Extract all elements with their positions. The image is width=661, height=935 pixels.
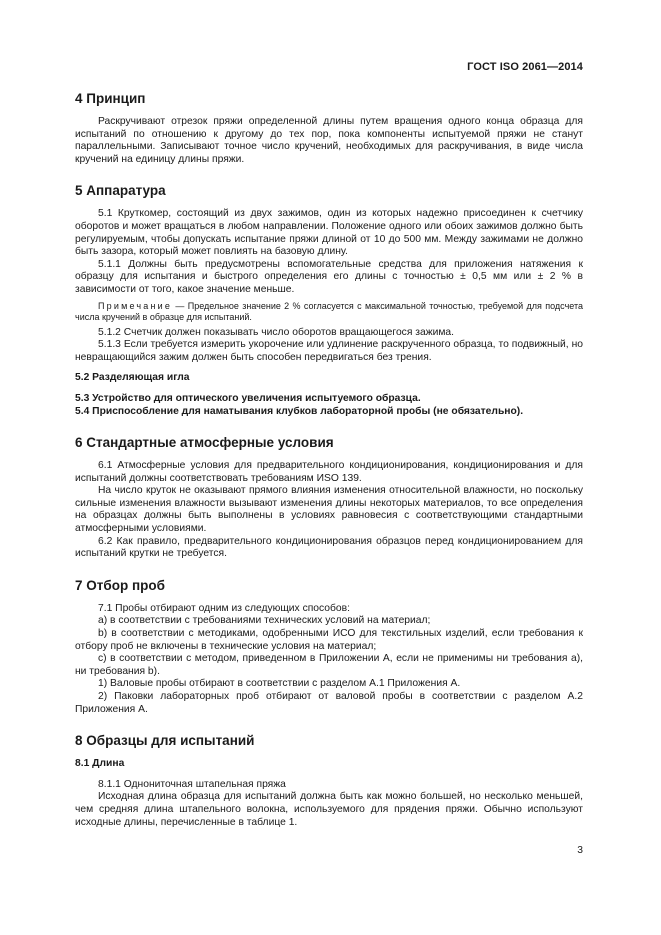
list-item: а) в соответствии с требованиями технических условий на материал; [98, 615, 431, 627]
paragraph: 7.1 Пробы отбирают одним из следующих способов: [98, 602, 350, 614]
note-text: — Предельное значение 2 % согласуется с максимальной точностью, требуемой для подсчета числа кручений в образце для испытаний. [75, 300, 583, 322]
list-item: 2) Паковки лабораторных проб отбирают от валовой пробы в соответствии с разделом А.2 Приложения А. [75, 691, 583, 715]
document-header: ГОСТ ISO 2061—2014 [467, 61, 583, 73]
subsection-title: 5.4 Приспособление для наматывания клубков лабораторной пробы (не обязательно). [75, 405, 524, 417]
page-number: 3 [577, 845, 583, 856]
list-item: с) в соответствии с методом, приведенном в Приложении А, если не применимы ни требования а), ни требования b). [75, 653, 583, 677]
section-sampling [75, 577, 583, 716]
paragraph: Исходная длина образца для испытаний должна быть как можно большей, но несколько меньшей, чем средняя длина штапельного волокна, используемого для прядения пряжи. Обычно используют исходные длины, перечисленные в таблице 1. [75, 791, 583, 828]
paragraph: На число круток не оказывают прямого влияния изменения относительной влажности, но поскольку сильные изменения влажности вызывают изменения длины некоторых материалов, то все определения на образцах должны быть выполнены в условиях равновесия с соответствующими стандартными атмосферными условиями. [75, 485, 583, 535]
section-principle [75, 90, 583, 166]
subsection-title: 5.3 Устройство для оптического увеличения испытуемого образца. [75, 392, 421, 404]
note [75, 301, 583, 323]
paragraph: 5.1.3 Если требуется измерить укорочение или удлинение раскрученного образца, то подвижный, но невращающийся зажим должен быть способен передвигаться без трения. [75, 339, 583, 363]
paragraph: 6.2 Как правило, предварительного кондиционирования образцов перед кондиционированием для испытаний крутки не требуется. [75, 535, 583, 560]
section-title: 6 Стандартные атмосферные условия [75, 435, 334, 451]
section-title: 5 Аппаратура [75, 183, 166, 199]
section-title: 7 Отбор проб [75, 577, 165, 593]
paragraph: Раскручивают отрезок пряжи определенной длины путем вращения одного конца образца для испытаний по отношению к другому до тех пор, пока компоненты испытуемой пряжи не станут параллельными. Записывают точное число кручений, необходимых для раскручивания, в виде числа кручений на единицу длины пряжи. [75, 116, 583, 165]
subsection-title: 8.1 Длина [75, 758, 125, 770]
list-item: 1) Валовые пробы отбирают в соответствии с разделом А.1 Приложения А. [98, 678, 461, 690]
section-specimens [75, 732, 583, 829]
subsection-title: 5.2 Разделяющая игла [75, 372, 190, 384]
paragraph: 5.1.2 Счетчик должен показывать число оборотов вращающегося зажима. [98, 326, 455, 338]
list-item: b) в соответствии с методиками, одобренными ИСО для текстильных изделий, если требования к отбору проб не включены в технические условия на материал; [75, 628, 583, 652]
paragraph: 8.1.1 Однониточная штапельная пряжа [98, 778, 286, 790]
section-atmosphere [75, 434, 583, 561]
note-label: Примечание [98, 300, 173, 311]
paragraph: 6.1 Атмосферные условия для предварительного кондиционирования, кондиционирования и для испытаний должны соответствовать требованиям ИSO 139. [75, 460, 583, 484]
paragraph: 5.1.1 Должны быть предусмотрены вспомогательные средства для приложения натяжения к образцу для испытания и быстрого определения его длины с точностью ± 0,5 мм или ± 2 % в зависимости от того, какое значение меньше. [75, 258, 583, 295]
document-body [75, 90, 583, 829]
section-title: 4 Принцип [75, 91, 146, 106]
section-apparatus [75, 182, 583, 418]
paragraph: 5.1 Круткомер, состоящий из двух зажимов, один из которых надежно присоединен к счетчику оборотов и может вращаться в любом направлении. Положение одного или обоих зажимов должно быть регулируемым, чтобы допускать испытание пряжи длиной от 10 до 500 мм. Между зажимами не должно быть зазора, который может повлиять на базовую длину. [75, 208, 583, 258]
section-title: 8 Образцы для испытаний [75, 733, 255, 749]
